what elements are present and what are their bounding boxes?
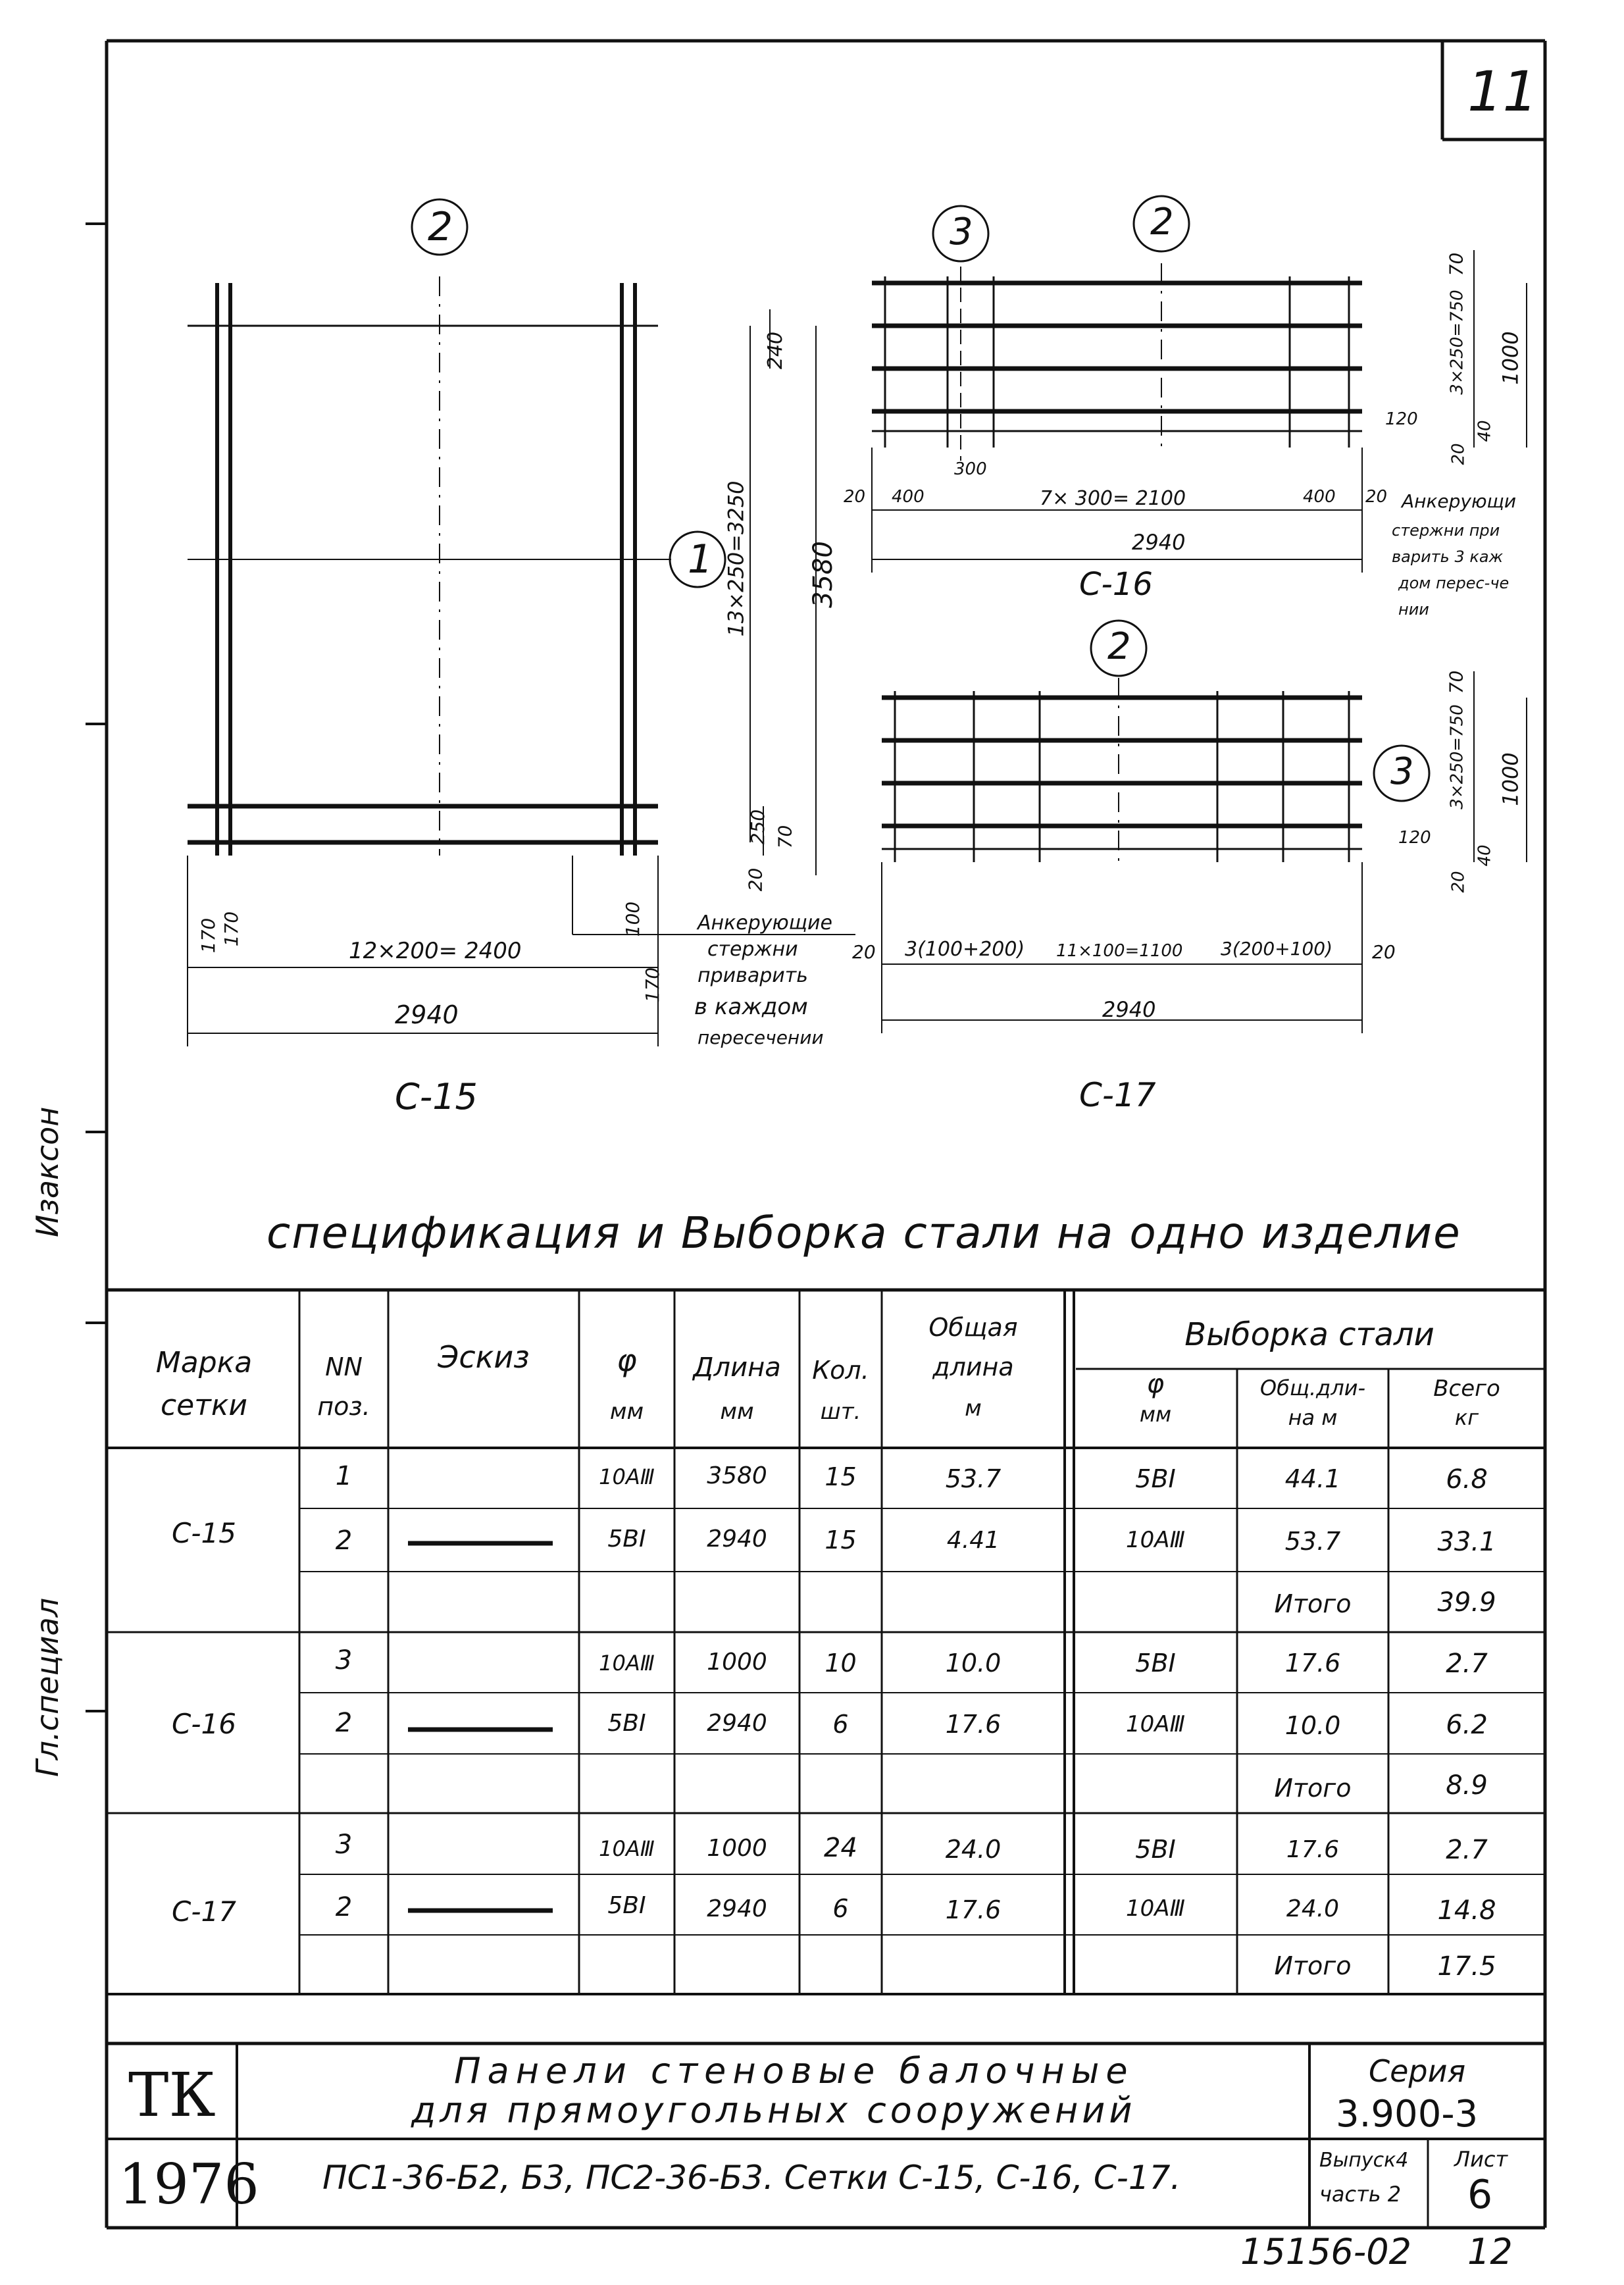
c16-dim-40: 40 (1475, 420, 1495, 442)
c15-dim-100: 100 (622, 901, 644, 937)
c16-dim-750: 3×250=750 (1447, 290, 1467, 395)
cell-v-len: 17.6 (1286, 1836, 1340, 1863)
header-v-kg: кг (1454, 1405, 1479, 1430)
cell-v-kg: 2.7 (1446, 1649, 1488, 1679)
year-mark: 1976 (118, 2152, 259, 2217)
cell-v-len: 24.0 (1286, 1895, 1340, 1922)
c17-dim-3x: 3(100+200) (905, 938, 1025, 961)
spec-title: спецификация и Выборка стали на одно изделие (266, 1208, 1461, 1258)
header-v-phi: φ (1146, 1369, 1165, 1399)
c15-dim-3580: 3580 (807, 541, 838, 608)
cell-v-phi: 10АⅢ (1126, 1895, 1185, 1922)
cell-qty: 6 (832, 1894, 849, 1923)
cell-v-len: 53.7 (1284, 1527, 1341, 1556)
margin-label-gl-spec: Гл.специал (30, 1597, 65, 1777)
header-marka: Марка (155, 1346, 253, 1379)
c17-dim-120: 120 (1398, 828, 1431, 848)
c17-dim-70: 70 (1445, 670, 1467, 694)
cell-v-kg: 17.5 (1437, 1951, 1496, 1982)
cell-pos: 1 (335, 1461, 353, 1491)
c16-anchor-note-5: нии (1398, 600, 1429, 619)
c15-label: С-15 (395, 1076, 478, 1117)
group-mark: С-16 (172, 1708, 236, 1740)
cell-qty: 10 (825, 1649, 857, 1678)
c15-anchor-note-2: стержни (707, 938, 798, 961)
cell-len: 1000 (707, 1649, 767, 1676)
c16-dim-400b: 400 (1303, 487, 1336, 507)
cell-total: 4.41 (946, 1527, 1000, 1554)
cell-phi: 5ВI (607, 1892, 646, 1919)
cell-v-phi: 10АⅢ (1126, 1527, 1185, 1553)
header-v-vsego: Всего (1433, 1375, 1500, 1402)
doc-title-line2: для прямоугольных сооружений (411, 2090, 1136, 2131)
c15-anchor-note-3: приварить (698, 964, 808, 987)
cell-phi: 10АⅢ (599, 1464, 655, 1489)
cell-phi: 10АⅢ (599, 1836, 655, 1861)
cell-total: 17.6 (945, 1895, 1002, 1924)
issue-label-2: часть 2 (1319, 2182, 1402, 2207)
header-v-mm: мм (1139, 1402, 1172, 1427)
c17-dim-1000: 1000 (1498, 752, 1523, 806)
cell-qty: 15 (825, 1526, 857, 1554)
c15-dim-20: 20 (744, 867, 767, 892)
cell-total: 53.7 (945, 1464, 1002, 1493)
cell-total: 10.0 (945, 1649, 1002, 1678)
c16-dim-120: 120 (1385, 409, 1418, 429)
header-sht: шт. (820, 1399, 861, 1425)
c15-dim-70: 70 (774, 825, 796, 849)
header-eskiz: Эскиз (438, 1339, 530, 1375)
cell-pos: 2 (335, 1708, 353, 1738)
sheet-label: Лист (1454, 2147, 1508, 2172)
header-phi: φ (617, 1343, 637, 1378)
cell-total: 24.0 (945, 1835, 1002, 1864)
c15-marker-2: 2 (428, 204, 453, 250)
cell-v-len: 10.0 (1284, 1711, 1341, 1740)
cell-len: 1000 (707, 1835, 767, 1862)
cell-total: 17.6 (945, 1710, 1002, 1739)
c16-dim-70: 70 (1445, 252, 1467, 276)
cell-v-len: 17.6 (1284, 1649, 1341, 1678)
cell-v-kg: 6.2 (1446, 1710, 1488, 1740)
cell-pos: 3 (335, 1830, 353, 1860)
c16-anchor-note-3: варить 3 каж (1392, 548, 1504, 566)
c17-label: С-17 (1079, 1076, 1156, 1114)
c15-marker-1: 1 (688, 536, 713, 582)
cell-v-kg: 6.8 (1446, 1464, 1488, 1495)
c15-dim-2940: 2940 (395, 1000, 459, 1029)
c16-dim-1000: 1000 (1498, 331, 1523, 385)
header-v-obsh1: Общ.дли- (1259, 1375, 1366, 1400)
sheet-number: 11 (1467, 59, 1538, 124)
c17-marker-2: 2 (1107, 625, 1131, 668)
header-dlina-mm: мм (720, 1399, 754, 1425)
cell-len: 2940 (707, 1710, 767, 1737)
cell-v-kg: 39.9 (1437, 1587, 1496, 1618)
series-label: Серия (1369, 2053, 1466, 2089)
group-mark: С-15 (172, 1517, 236, 1549)
cell-qty: 24 (824, 1833, 857, 1863)
c16-dim-2940: 2940 (1132, 530, 1186, 555)
cell-len: 2940 (707, 1895, 767, 1922)
c16-dim-400a: 400 (892, 487, 925, 507)
cell-v-phi: 5ВI (1135, 1649, 1176, 1678)
c16-dim-2100: 7× 300= 2100 (1040, 487, 1186, 510)
c16-marker-3: 3 (950, 211, 973, 253)
c17-dim-40: 40 (1475, 844, 1495, 867)
c16-anchor-note-2: стержни при (1392, 521, 1500, 540)
header-nn: NN (325, 1352, 363, 1381)
c15-dim-250: 250 (747, 809, 769, 845)
c17-dim-20a: 20 (852, 941, 876, 963)
series-value: 3.900-3 (1336, 2093, 1479, 2136)
header-phi-mm: мм (609, 1399, 644, 1425)
cell-v-kg: 8.9 (1446, 1770, 1488, 1801)
cell-v-len: 44.1 (1284, 1464, 1341, 1493)
cell-v-kg: 2.7 (1446, 1835, 1488, 1865)
header-poz: поз. (317, 1392, 370, 1421)
cell-phi: 5ВI (607, 1526, 646, 1553)
c15-anchor-note-1: Анкерующие (698, 911, 832, 935)
c17-dim-3y: 3(200+100) (1221, 938, 1333, 960)
c16-dim-300: 300 (954, 459, 987, 479)
c17-dim-1100: 11×100=1100 (1056, 941, 1183, 961)
cell-v-phi: 5ВI (1135, 1464, 1176, 1493)
cell-v-phi: 5ВI (1135, 1835, 1176, 1864)
header-v-obsh2: на м (1288, 1405, 1338, 1430)
archive-code: 15156-02 (1240, 2231, 1411, 2272)
doc-title-line1: Панели стеновые балочные (454, 2050, 1134, 2092)
header-obsh1: Общая (928, 1313, 1018, 1342)
cell-pos: 2 (335, 1526, 353, 1556)
header-setki: сетки (160, 1389, 248, 1422)
cell-phi: 10АⅢ (599, 1651, 655, 1676)
cell-v-kg: 33.1 (1437, 1527, 1496, 1557)
cell-v-phi: 10АⅢ (1126, 1711, 1185, 1737)
c17-dim-20b: 20 (1372, 941, 1396, 963)
c15-anchor-note-4: в каждом (694, 994, 808, 1020)
cell-phi: 5ВI (607, 1710, 646, 1737)
c15-dim-3250: 13×250=3250 (723, 480, 749, 637)
group-mark: С-17 (172, 1895, 236, 1928)
cell-v-kg: 14.8 (1437, 1895, 1496, 1926)
header-obsh2: длина (932, 1352, 1014, 1381)
cell-len: 3580 (707, 1462, 767, 1489)
cell-v-len: Итого (1274, 1774, 1352, 1803)
margin-label-izakson: Изаксон (30, 1106, 65, 1237)
cell-v-len: Итого (1274, 1951, 1352, 1980)
header-kol: Кол. (812, 1356, 869, 1385)
cell-pos: 2 (335, 1892, 353, 1922)
cell-v-len: Итого (1274, 1589, 1352, 1618)
c15-dim-2400: 12×200= 2400 (349, 938, 522, 964)
header-obsh3: м (965, 1395, 982, 1422)
c16-label: С-16 (1079, 566, 1153, 603)
c15-dim-240: 240 (764, 331, 788, 370)
doc-subtitle: ПС1-36-Б2, Б3, ПС2-36-Б3. Сетки С-15, С-16, С-17. (322, 2159, 1181, 2197)
c16-anchor-note-1: Анкерующи (1402, 490, 1517, 512)
sheet-value: 6 (1467, 2172, 1493, 2218)
issue-label-1: Выпуск4 (1319, 2149, 1409, 2172)
c15-dim-170c: 170 (642, 967, 664, 1003)
c16-dim-20a: 20 (844, 487, 866, 507)
tk-mark: ТК (128, 2060, 216, 2130)
cell-qty: 6 (832, 1710, 849, 1739)
header-vyborka: Выборка стали (1184, 1316, 1434, 1353)
c15-dim-170a: 170 (197, 917, 220, 954)
c16-dim-20: 20 (1448, 443, 1469, 465)
c17-dim-750: 3×250=750 (1447, 704, 1467, 809)
c16-marker-2: 2 (1150, 201, 1174, 244)
page-number: 12 (1467, 2231, 1513, 2272)
c15-anchor-note-5: пересечении (698, 1027, 824, 1048)
cell-pos: 3 (335, 1645, 353, 1676)
cell-len: 2940 (707, 1526, 767, 1553)
c17-dim-20: 20 (1448, 871, 1469, 893)
c17-marker-3: 3 (1390, 750, 1414, 793)
c17-dim-2940: 2940 (1102, 997, 1156, 1022)
header-dlina: Длина (693, 1352, 781, 1383)
mesh-c17 (882, 621, 1527, 1033)
c16-anchor-note-4: дом перес-че (1398, 574, 1510, 592)
cell-qty: 15 (825, 1462, 857, 1491)
c16-dim-20b: 20 (1365, 487, 1388, 507)
c15-dim-170b: 170 (220, 911, 243, 947)
